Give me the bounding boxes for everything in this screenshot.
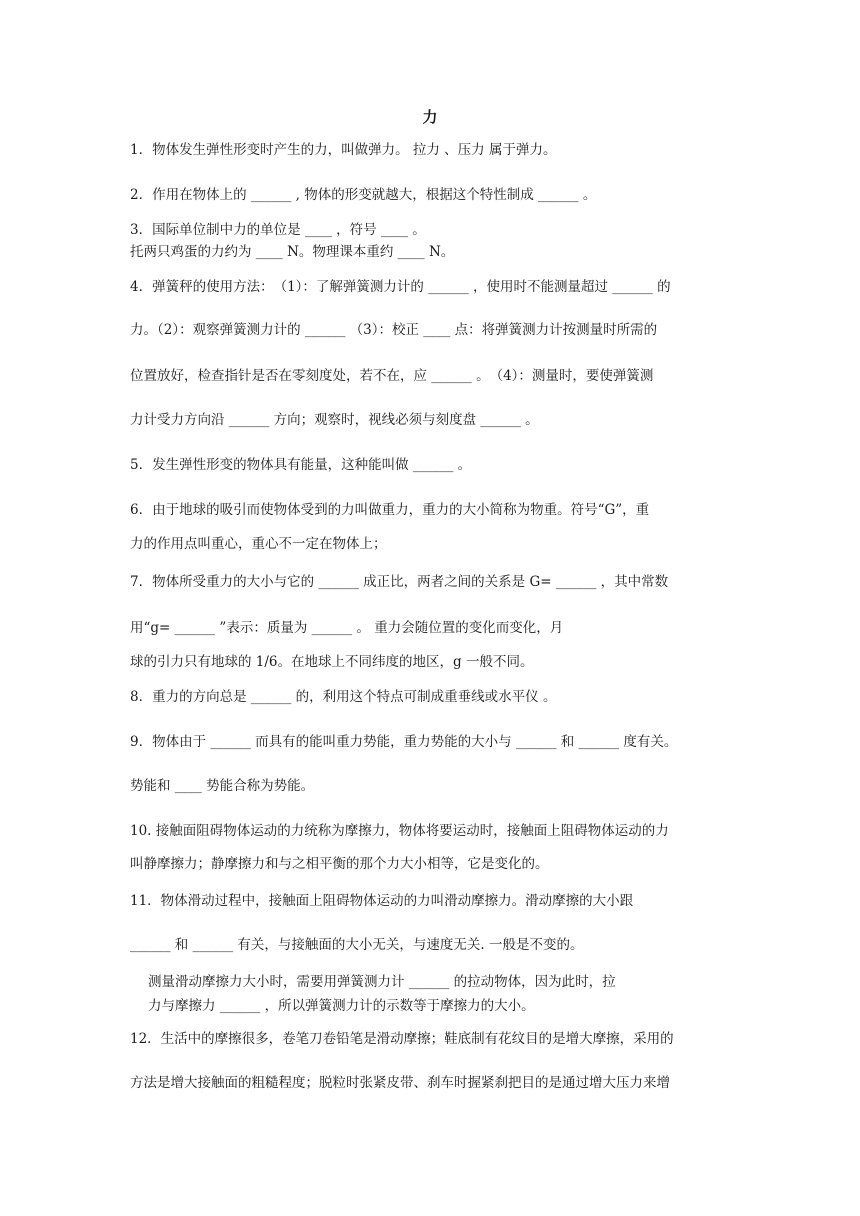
text-line-5: 4．弹簧秤的使用方法： （1）：了解弹簧测力计的 ______ ，使用时不能测量超过 ______ 的 xyxy=(130,279,671,295)
text-line-9: 5．发生弹性形变的物体具有能量，这种能叫做 ______ 。 xyxy=(130,457,472,473)
text-line-13: 用“g= ______ ”表示：质量为 ______ 。 重力会随位置的变化而变化，月 xyxy=(130,620,564,636)
text-line-8: 力计受力方向沿 ______ 方向；观察时，视线必须与刻度盘 ______ 。 xyxy=(130,412,539,428)
text-line-17: 势能和 ____ 势能合称为势能。 xyxy=(130,778,315,794)
text-line-18: 10. 接触面阻碍物体运动的力统称为摩擦力，物体将要运动时，接触面上阻碍物体运动的力 xyxy=(130,823,669,839)
text-line-22: 测量滑动摩擦力大小时，需要用弹簧测力计 ______ 的拉动物体，因为此时，拉 xyxy=(148,974,616,990)
text-line-16: 9．物体由于 ______ 而具有的能叫重力势能，重力势能的大小与 ______ 和 ______ 度有关。 xyxy=(130,734,678,750)
text-line-7: 位置放好，检查指针是否在零刻度处，若不在，应 ______ 。 （4）：测量时，要使弹簧测 xyxy=(130,368,654,384)
text-line-14: 球的引力只有地球的 1/6。在地球上不同纬度的地区，g 一般不同。 xyxy=(130,654,534,670)
text-line-10: 6．由于地球的吸引而使物体受到的力叫做重力，重力的大小简称为物重。符号“G”，重 xyxy=(130,502,650,518)
text-line-25: 方法是增大接触面的粗糙程度；脱粒时张紧皮带、刹车时握紧刹把目的是通过增大压力来增 xyxy=(130,1075,670,1091)
text-line-11: 力的作用点叫重心，重心不一定在物体上； xyxy=(130,536,387,552)
text-line-20: 11．物体滑动过程中，接触面上阻碍物体运动的力叫滑动摩擦力。滑动摩擦的大小跟 xyxy=(130,893,634,909)
page-title: 力 xyxy=(422,108,438,126)
text-line-6: 力。（2）：观察弹簧测力计的 ______ （3）：校正 ____ 点：将弹簧测力计按测量时所需的 xyxy=(130,322,658,338)
text-line-12: 7．物体所受重力的大小与它的 ______ 成正比，两者之间的关系是 G= ______ ，其中常数 xyxy=(130,574,669,590)
text-line-19: 叫静摩擦力；静摩擦力和与之相平衡的那个力大小相等，它是变化的。 xyxy=(130,856,549,872)
text-line-3: 3．国际单位制中力的单位是 ____ ，符号 ____ 。 xyxy=(130,222,426,238)
text-line-2: 2．作用在物体上的 ______ , 物体的形变就越大，根据这个特性制成 ______ 。 xyxy=(130,187,597,203)
text-line-15: 8．重力的方向总是 ______ 的，利用这个特点可制成重垂线或水平仪 。 xyxy=(130,689,557,705)
text-line-21: ______ 和 ______ 有关，与接触面的大小无关，与速度无关. 一般是不变的。 xyxy=(130,937,584,953)
text-line-24: 12．生活中的摩擦很多，卷笔刀卷铅笔是滑动摩擦；鞋底制有花纹目的是增大摩擦，采用的 xyxy=(130,1031,674,1047)
text-line-4: 托两只鸡蛋的力约为 ____ N。物理课本重约 ____ N。 xyxy=(130,244,455,260)
text-line-23: 力与摩擦力 ______ ，所以弹簧测力计的示数等于摩擦力的大小。 xyxy=(148,998,535,1014)
text-line-1: 1．物体发生弹性形变时产生的力，叫做弹力。 拉力 、压力 属于弹力。 xyxy=(130,142,557,158)
